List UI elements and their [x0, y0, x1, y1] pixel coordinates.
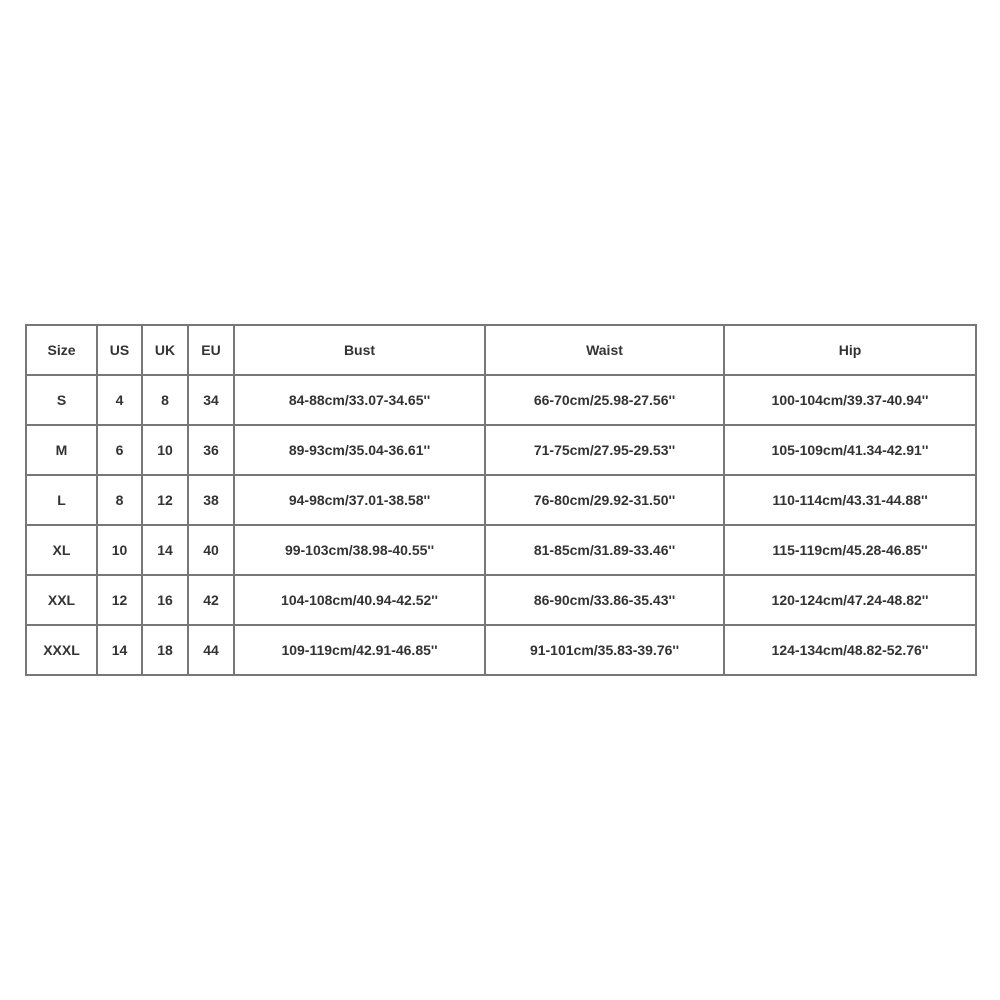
header-waist: Waist — [485, 325, 724, 375]
header-hip: Hip — [724, 325, 976, 375]
cell-uk: 10 — [142, 425, 188, 475]
header-row — [26, 325, 976, 375]
header-eu: EU — [188, 325, 234, 375]
header-uk: UK — [142, 325, 188, 375]
cell-bust: 104-108cm/40.94-42.52'' — [234, 575, 485, 625]
cell-size: M — [26, 425, 97, 475]
cell-size: XL — [26, 525, 97, 575]
table-row — [26, 625, 976, 675]
cell-hip: 100-104cm/39.37-40.94'' — [724, 375, 976, 425]
table-row — [26, 525, 976, 575]
cell-us: 14 — [97, 625, 142, 675]
cell-uk: 14 — [142, 525, 188, 575]
cell-uk: 18 — [142, 625, 188, 675]
cell-us: 8 — [97, 475, 142, 525]
cell-size: XXL — [26, 575, 97, 625]
table-row — [26, 575, 976, 625]
header-size: Size — [26, 325, 97, 375]
cell-hip: 120-124cm/47.24-48.82'' — [724, 575, 976, 625]
cell-size: XXXL — [26, 625, 97, 675]
cell-hip: 105-109cm/41.34-42.91'' — [724, 425, 976, 475]
cell-hip: 115-119cm/45.28-46.85'' — [724, 525, 976, 575]
size-chart-table — [25, 324, 977, 676]
cell-waist: 66-70cm/25.98-27.56'' — [485, 375, 724, 425]
cell-bust: 109-119cm/42.91-46.85'' — [234, 625, 485, 675]
cell-eu: 44 — [188, 625, 234, 675]
table-row — [26, 425, 976, 475]
cell-bust: 94-98cm/37.01-38.58'' — [234, 475, 485, 525]
header-bust: Bust — [234, 325, 485, 375]
cell-size: S — [26, 375, 97, 425]
cell-waist: 81-85cm/31.89-33.46'' — [485, 525, 724, 575]
cell-us: 4 — [97, 375, 142, 425]
cell-us: 12 — [97, 575, 142, 625]
cell-eu: 34 — [188, 375, 234, 425]
cell-bust: 84-88cm/33.07-34.65'' — [234, 375, 485, 425]
cell-waist: 71-75cm/27.95-29.53'' — [485, 425, 724, 475]
header-us: US — [97, 325, 142, 375]
cell-hip: 110-114cm/43.31-44.88'' — [724, 475, 976, 525]
cell-uk: 16 — [142, 575, 188, 625]
cell-size: L — [26, 475, 97, 525]
table-row — [26, 375, 976, 425]
cell-eu: 42 — [188, 575, 234, 625]
cell-waist: 91-101cm/35.83-39.76'' — [485, 625, 724, 675]
cell-bust: 99-103cm/38.98-40.55'' — [234, 525, 485, 575]
cell-us: 6 — [97, 425, 142, 475]
cell-bust: 89-93cm/35.04-36.61'' — [234, 425, 485, 475]
cell-us: 10 — [97, 525, 142, 575]
cell-uk: 8 — [142, 375, 188, 425]
cell-eu: 40 — [188, 525, 234, 575]
cell-hip: 124-134cm/48.82-52.76'' — [724, 625, 976, 675]
cell-uk: 12 — [142, 475, 188, 525]
cell-waist: 76-80cm/29.92-31.50'' — [485, 475, 724, 525]
table-row — [26, 475, 976, 525]
cell-eu: 38 — [188, 475, 234, 525]
cell-waist: 86-90cm/33.86-35.43'' — [485, 575, 724, 625]
cell-eu: 36 — [188, 425, 234, 475]
